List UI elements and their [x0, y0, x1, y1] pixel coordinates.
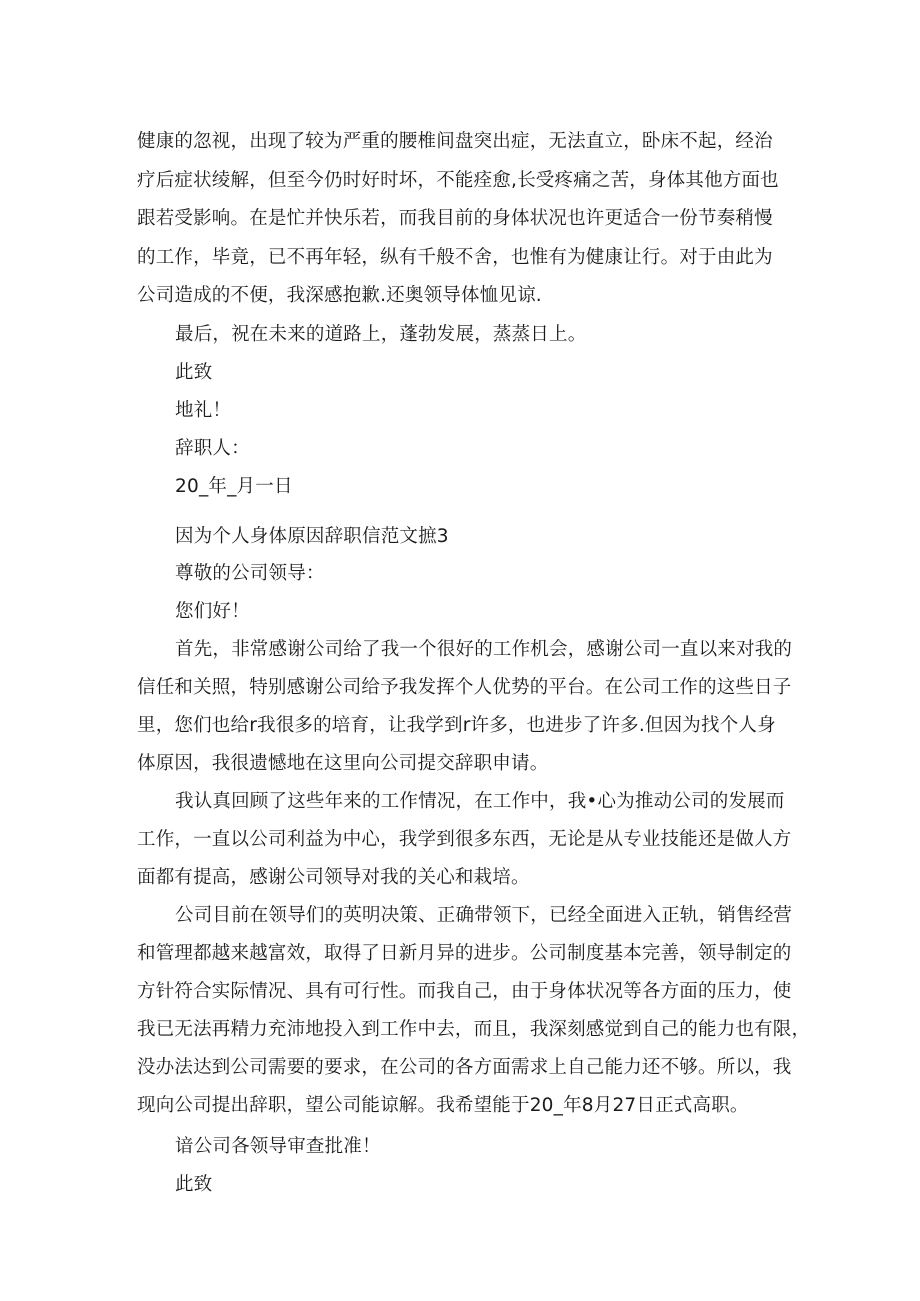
- signer-label: 辞职人：: [175, 438, 250, 459]
- body-text-line: 我认真回顾了这些年来的工作情况，在工作中，我•心为推动公司的发展而: [175, 791, 785, 812]
- body-text-line: 健康的忽视，出现了较为严重的腰椎间盘突出症，无法直立，卧床不起，经治: [137, 131, 773, 152]
- hello-line: 您们好！: [175, 601, 250, 622]
- body-text-line: 工作，一直以公司利益为中心，我学到很多东西，无论是从专业技能还是做人方: [137, 829, 792, 850]
- body-text-line: 方针符合实际情况、具有可行性。而我自己，由于身体状况等各方面的压力，使: [137, 981, 792, 1002]
- body-text-line: 公司造成的不便，我深感抱歉.还奥领导体恤见谅.: [137, 285, 542, 306]
- date-line: 20_年_月一日: [175, 476, 293, 497]
- body-text-line: 体原因，我很遗憾地在这里向公司提交辞职申请。: [137, 753, 549, 774]
- body-text-line: 我已无法再精力充沛地投入到工作中去，而且，我深刻感觉到自己的能力也有限，: [137, 1019, 811, 1040]
- body-text-line: 公司目前在领导们的英明决策、正确带领下，已经全面进入正轨，销售经营: [175, 905, 793, 926]
- body-text-line: 现向公司提出辞职，望公司能谅解。我希望能于20_年8月27日正式高职。: [137, 1095, 749, 1116]
- salutation-text: 此致: [175, 362, 213, 383]
- greeting-line: 尊敬的公司领导：: [175, 563, 325, 584]
- body-text-line: 信任和关照，特别感谢公司给予我发挥个人优势的平台。在公司工作的这些日子: [137, 677, 792, 698]
- salutation-text: 此致: [175, 1174, 213, 1195]
- body-text-line: 和管理都越来越富效，取得了日新月异的进步。公司制度基本完善，领导制定的: [137, 943, 792, 964]
- closing-wish: 最后，祝在未来的道路上，蓬勃发展，蒸蒸日上。: [175, 324, 587, 345]
- body-text-line: 的工作，毕竟，已不再年轻，纵有千般不舍，也惟有为健康让行。对于由此为: [137, 247, 773, 268]
- body-text-line: 没办法达到公司需要的要求，在公司的各方面需求上自己能力还不够。所以，我: [137, 1057, 792, 1078]
- body-text-line: 跟若受影响。在是忙并快乐若，而我目前的身体状况也许更适合一份节奏稍慢: [137, 208, 773, 229]
- body-text-line: 里，您们也给r我很多的培育，让我学到r许多，也进步了许多.但因为找个人身: [137, 715, 776, 736]
- body-text-line: 面都有提高，感谢公司领导对我的关心和栽培。: [137, 867, 530, 888]
- salutation-text: 地礼！: [175, 400, 232, 421]
- body-text-line: 首先，非常感谢公司给了我一个很好的工作机会，感谢公司一直以来对我的: [175, 639, 793, 660]
- letter-title: 因为个人身体原因辞职信范文摭3: [175, 526, 449, 547]
- body-text-line: 疗后症状绫解，但至今仍时好时坏，不能痊愈,长受疼痛之苦，身体其他方面也: [137, 170, 779, 191]
- request-line: 谙公司各领导审查批准！: [175, 1136, 381, 1157]
